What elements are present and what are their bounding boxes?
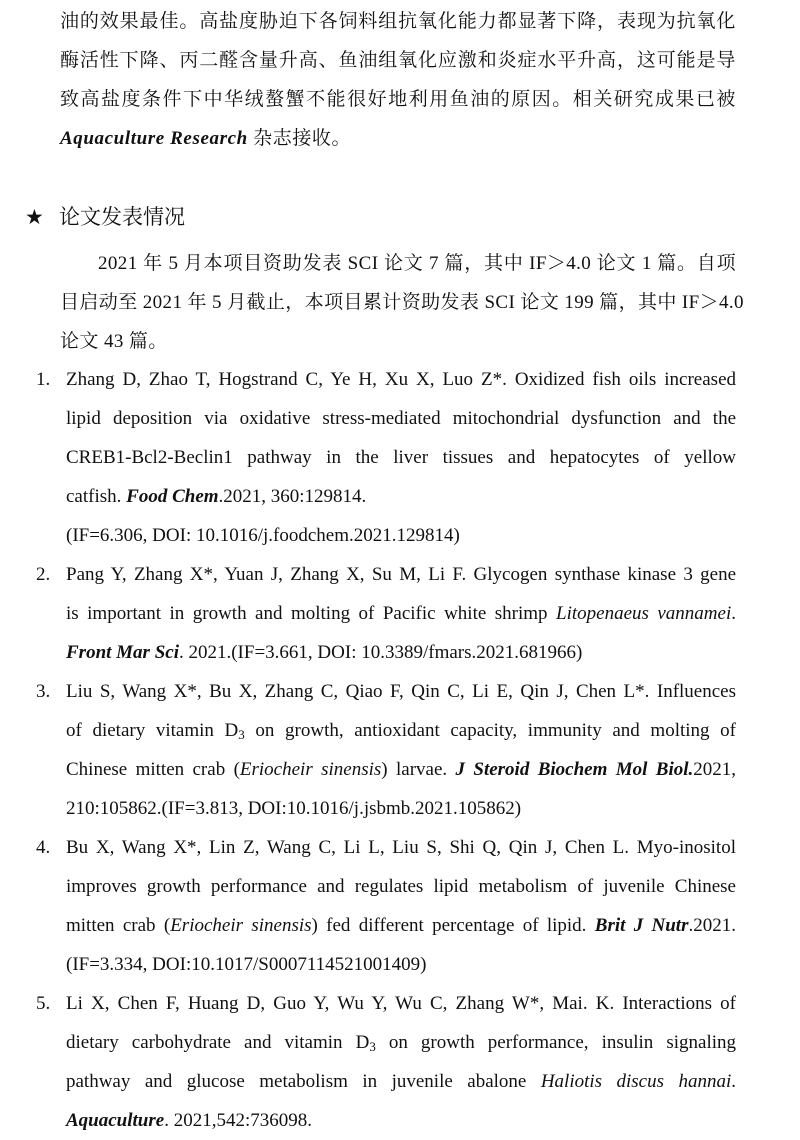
reference-line: Liu S, Wang X*, Bu X, Zhang C, Qiao F, Qin C, Li E, Qin J, Chen L*. Influences bbox=[66, 681, 736, 702]
reference-item bbox=[0, 555, 736, 672]
reference-number: 5. bbox=[36, 993, 51, 1014]
reference-line bbox=[66, 1062, 736, 1101]
subscript: 3 bbox=[369, 1039, 376, 1054]
subscript: 3 bbox=[238, 727, 245, 742]
intro-line bbox=[60, 119, 736, 158]
reference-text: on growth performance, insulin signaling bbox=[375, 1032, 737, 1053]
reference-text: .2021, 360:129814. bbox=[218, 486, 367, 507]
reference-line: CREB1-Bcl2-Beclin1 pathway in the liver tissues and hepatocytes of yellow bbox=[66, 447, 736, 468]
reference-line bbox=[66, 477, 736, 516]
reference-text: . 2021,542:736098. bbox=[164, 1110, 312, 1131]
star-icon: ★ bbox=[25, 205, 44, 229]
intro-line: 致高盐度条件下中华绒螯蟹不能很好地利用鱼油的原因。相关研究成果已被 bbox=[60, 89, 736, 110]
reference-line bbox=[66, 906, 736, 945]
reference-line: improves growth performance and regulates lipid metabolism of juvenile Chinese bbox=[66, 876, 736, 897]
journal-name: Food Chem bbox=[126, 486, 219, 507]
reference-line: (IF=3.334, DOI:10.1017/S0007114521001409) bbox=[66, 954, 427, 975]
reference-line: 210:105862.(IF=3.813, DOI:10.1016/j.jsbmb.2021.105862) bbox=[66, 798, 522, 819]
intro-line: 油的效果最佳。高盐度胁迫下各饲料组抗氧化能力都显著下降，表现为抗氧化 bbox=[60, 11, 736, 32]
reference-line bbox=[66, 633, 736, 672]
species-name: Litopenaeus vannamei bbox=[556, 603, 732, 624]
reference-text: on growth, antioxidant capacity, immunity and molting of bbox=[244, 720, 736, 741]
journal-name: J Steroid Biochem Mol Biol. bbox=[455, 759, 694, 780]
reference-text: dietary carbohydrate and vitamin D bbox=[66, 1032, 370, 1053]
reference-number: 3. bbox=[36, 681, 51, 702]
reference-line bbox=[66, 750, 736, 789]
intro-line-tail: 杂志接收。 bbox=[247, 128, 352, 149]
intro-paragraph bbox=[60, 2, 736, 158]
reference-item bbox=[0, 672, 736, 828]
reference-number: 2. bbox=[36, 564, 51, 585]
reference-text: Chinese mitten crab ( bbox=[66, 759, 240, 780]
reference-item bbox=[0, 828, 736, 984]
summary-line: 论文 43 篇。 bbox=[60, 331, 168, 352]
journal-name: Aquaculture Research bbox=[60, 128, 248, 149]
reference-line: Zhang D, Zhao T, Hogstrand C, Ye H, Xu X, Luo Z*. Oxidized fish oils increased bbox=[66, 369, 736, 390]
species-name: Eriocheir sinensis bbox=[170, 915, 312, 936]
reference-text: . bbox=[731, 1071, 736, 1092]
reference-line bbox=[66, 594, 736, 633]
summary-paragraph bbox=[60, 244, 744, 361]
journal-name: Brit J Nutr bbox=[594, 915, 689, 936]
reference-text: . 2021.(IF=3.661, DOI: 10.3389/fmars.2021.681966) bbox=[178, 642, 583, 663]
species-name: Eriocheir sinensis bbox=[239, 759, 382, 780]
reference-text: .2021. bbox=[688, 915, 736, 936]
reference-line bbox=[66, 1101, 736, 1140]
reference-item bbox=[0, 984, 736, 1140]
reference-list bbox=[0, 360, 800, 1140]
summary-line: 目启动至 2021 年 5 月截止，本项目累计资助发表 SCI 论文 199 篇，其中 IF＞4.0 bbox=[60, 292, 744, 313]
journal-name: Aquaculture bbox=[66, 1110, 165, 1131]
reference-line: Li X, Chen F, Huang D, Guo Y, Wu Y, Wu C, Zhang W*, Mai. K. Interactions of bbox=[66, 993, 736, 1014]
reference-line: lipid deposition via oxidative stress-mediated mitochondrial dysfunction and the bbox=[66, 408, 736, 429]
reference-text: . bbox=[731, 603, 736, 624]
section-title: 论文发表情况 bbox=[59, 205, 185, 229]
reference-text: 2021, bbox=[693, 759, 737, 780]
reference-text: ) larvae. bbox=[381, 759, 456, 780]
species-name: Haliotis discus hannai bbox=[540, 1071, 732, 1092]
section-heading bbox=[25, 200, 185, 234]
reference-line: Pang Y, Zhang X*, Yuan J, Zhang X, Su M, Li F. Glycogen synthase kinase 3 gene bbox=[66, 564, 736, 585]
reference-number: 4. bbox=[36, 837, 51, 858]
reference-text: catfish. bbox=[66, 486, 127, 507]
reference-line: Bu X, Wang X*, Lin Z, Wang C, Li L, Liu S, Shi Q, Qin J, Chen L. Myo-inositol bbox=[66, 837, 736, 858]
reference-item bbox=[0, 360, 736, 555]
reference-text: of dietary vitamin D bbox=[66, 720, 239, 741]
reference-line bbox=[66, 1023, 736, 1062]
reference-line bbox=[66, 711, 736, 750]
intro-line: 酶活性下降、丙二醛含量升高、鱼油组氧化应激和炎症水平升高，这可能是导 bbox=[60, 50, 736, 71]
reference-text: is important in growth and molting of Pacific white shrimp bbox=[66, 603, 557, 624]
reference-number: 1. bbox=[36, 369, 51, 390]
summary-line: 2021 年 5 月本项目资助发表 SCI 论文 7 篇，其中 IF＞4.0 论文 1 篇。自项 bbox=[98, 253, 736, 274]
journal-name: Front Mar Sci bbox=[66, 642, 179, 663]
reference-text: ) fed different percentage of lipid. bbox=[311, 915, 595, 936]
reference-line: (IF=6.306, DOI: 10.1016/j.foodchem.2021.129814) bbox=[66, 525, 460, 546]
reference-text: pathway and glucose metabolism in juvenile abalone bbox=[66, 1071, 541, 1092]
reference-text: mitten crab ( bbox=[66, 915, 171, 936]
